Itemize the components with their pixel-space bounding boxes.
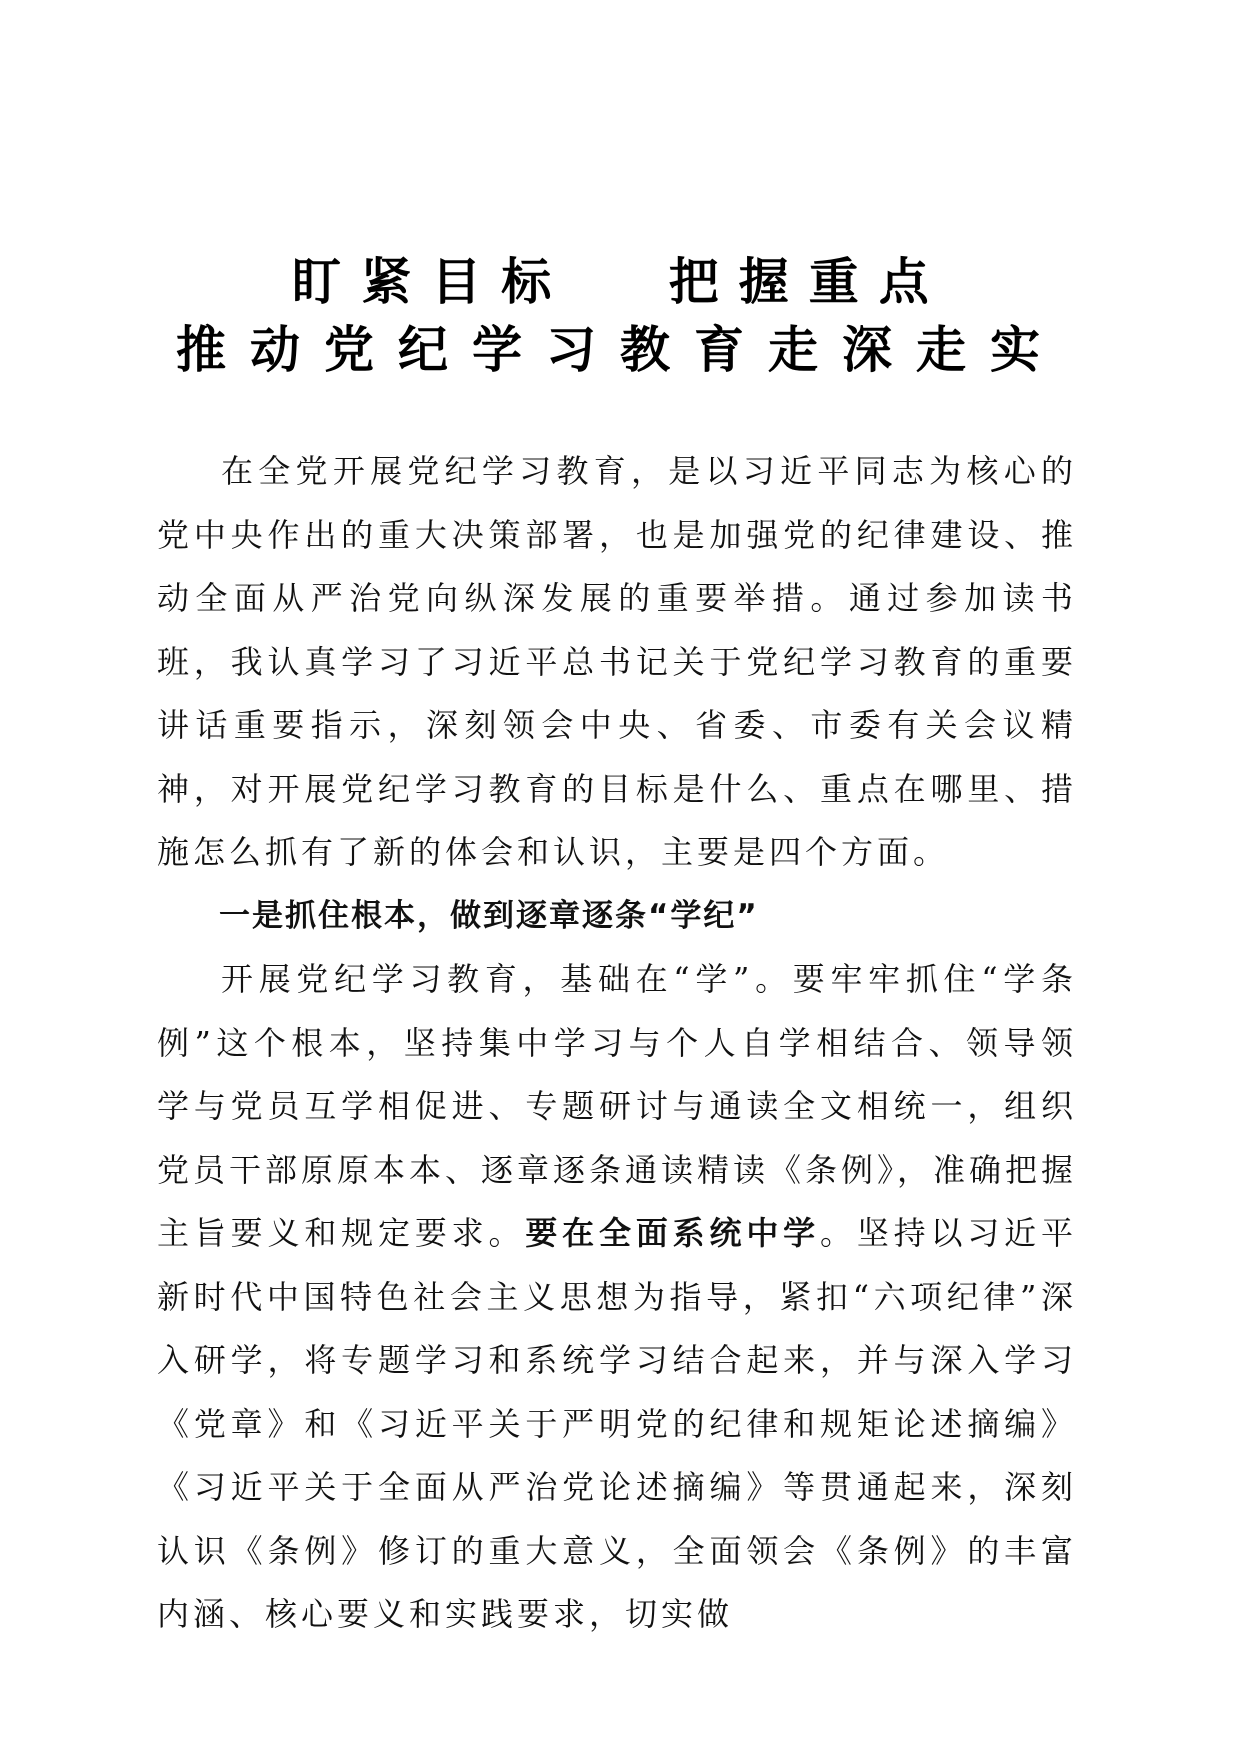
page-title-line-1: 盯紧目标 把握重点 (291, 253, 949, 311)
document-body (157, 440, 1077, 1647)
section-1-heading: 一是抓住根本，做到逐章逐条“学纪” (219, 897, 759, 934)
section-1-paragraph (157, 948, 1077, 1647)
section-1-rest-text: 。坚持以习近平新时代中国特色社会主义思想为指导，紧扣“六项纪律”深入研学，将专题学习和系统学习结合起来，并与深入学习《党章》和《习近平关于严明党的纪律和规矩论述摘编》《习近平关于全面从严治党论述摘编》等贯通起来，深刻认识《条例》修订的重大意义，全面领会《条例》的丰富内涵、核心要义和实践要求，切实做 (157, 1214, 1077, 1633)
intro-paragraph: 在全党开展党纪学习教育，是以习近平同志为核心的党中央作出的重大决策部署，也是加强党的纪律建设、推动全面从严治党向纵深发展的重要举措。通过参加读书班，我认真学习了习近平总书记关于党纪学习教育的重要讲话重要指示，深刻领会中央、省委、市委有关会议精神，对开展党纪学习教育的目标是什么、重点在哪里、措施怎么抓有了新的体会和认识，主要是四个方面。 (157, 452, 1077, 871)
section-1-emphasis: 要在全面系统中学 (525, 1214, 820, 1252)
page-title-line-2: 推动党纪学习教育走深走实 (176, 321, 1064, 379)
section-1-lead-text: 开展党纪学习教育，基础在“学”。要牢牢抓住“学条例”这个根本，坚持集中学习与个人自学相结合、领导领学与党员互学相促进、专题研讨与通读全文相统一，组织党员干部原原本本、逐章逐条通读精读《条例》，准确把握主旨要义和规定要求。 (157, 960, 1078, 1252)
